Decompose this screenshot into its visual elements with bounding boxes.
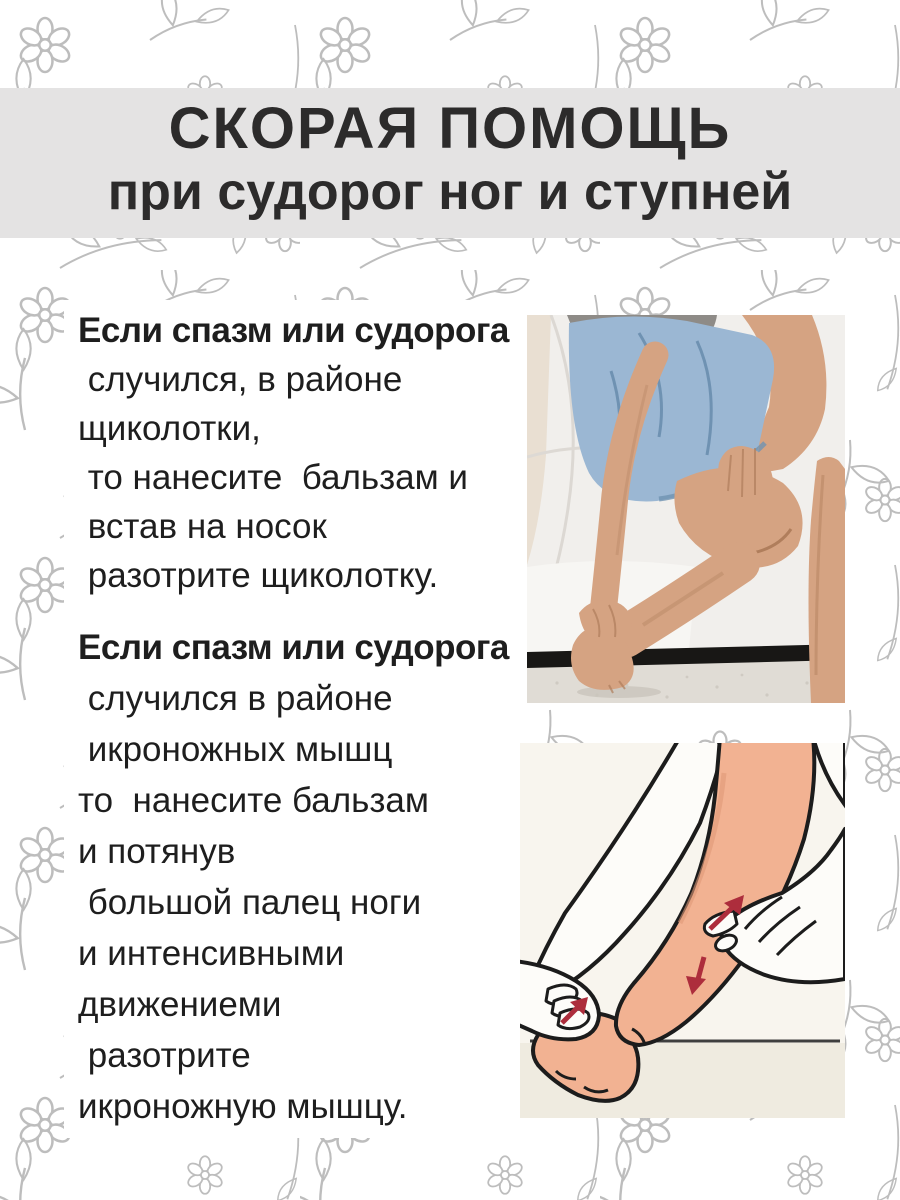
calf-massage-illustration bbox=[520, 743, 845, 1118]
leg-massage-photo bbox=[527, 315, 845, 703]
instruction-line: большой палец ноги bbox=[78, 883, 422, 922]
instruction-line: то нанесите бальзам и bbox=[78, 458, 468, 497]
instruction-line: случился в районе bbox=[78, 679, 393, 718]
instruction-line: и интенсивными bbox=[78, 934, 345, 973]
instruction-block-ankle bbox=[78, 306, 509, 600]
page-title-line1: СКОРАЯ ПОМОЩЬ bbox=[168, 96, 732, 161]
instruction-line: движениеми bbox=[78, 985, 282, 1024]
instruction-heading: Если спазм или судорога bbox=[78, 311, 509, 350]
instruction-line: встав на носок bbox=[78, 507, 327, 546]
title-banner bbox=[0, 88, 900, 238]
instruction-line: разотрите bbox=[78, 1036, 251, 1075]
instruction-line: случился, в районе bbox=[78, 360, 403, 399]
instruction-line: щиколотки, bbox=[78, 409, 261, 448]
instruction-line: разотрите щиколотку. bbox=[78, 556, 439, 595]
instruction-line: икроножную мышцу. bbox=[78, 1087, 408, 1126]
instruction-line: икроножных мышц bbox=[78, 730, 393, 769]
page-title-line2: при судорог ног и ступней bbox=[107, 163, 793, 221]
instruction-heading: Если спазм или судорога bbox=[78, 628, 509, 667]
instruction-block-calf bbox=[78, 622, 509, 1132]
instruction-line: и потянув bbox=[78, 832, 236, 871]
instruction-line: то нанесите бальзам bbox=[78, 781, 429, 820]
